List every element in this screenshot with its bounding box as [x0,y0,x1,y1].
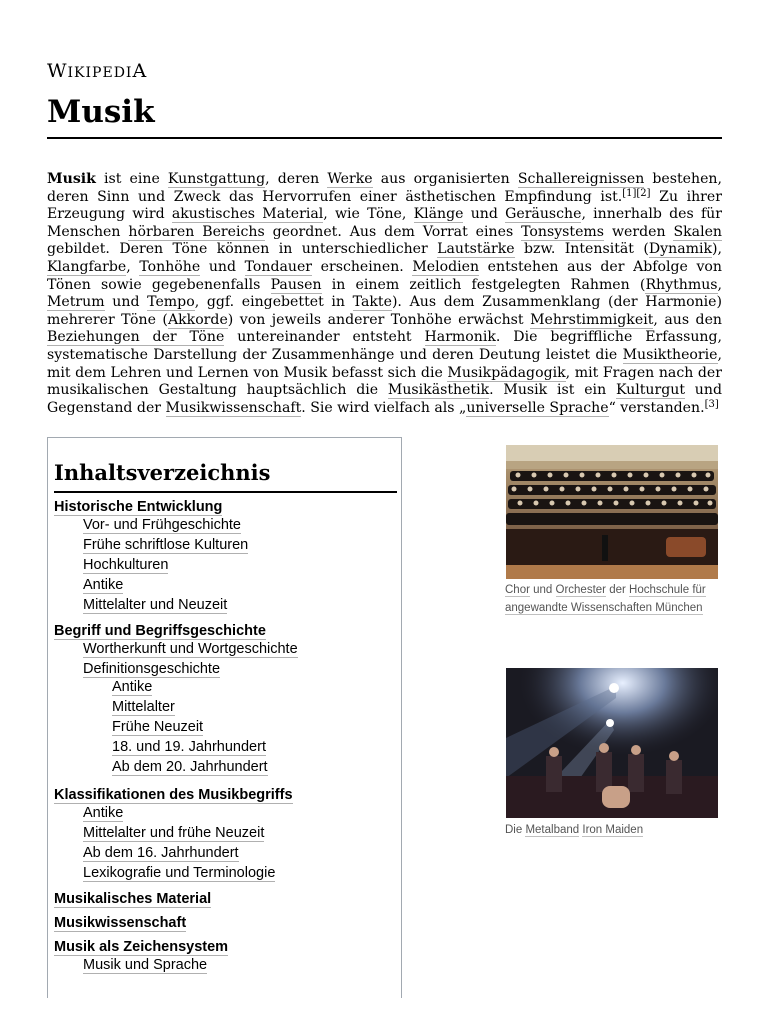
text-run: werden [604,223,674,240]
text-run: ). Aus dem Zusammenklang (der Harmonie) mehrerer Töne ( [47,294,722,328]
bold-term: Musik [47,171,96,187]
reference-marker[interactable]: [1] [622,187,637,199]
toc-item[interactable]: Ab dem 20. Jahrhundert [112,759,268,775]
wiki-link[interactable]: Skalen [673,223,722,240]
choir-caption [505,581,720,617]
text-run: und [104,294,148,311]
wiki-link[interactable]: Klänge [413,206,464,223]
text-run: , [717,276,722,293]
toc-item[interactable]: Klassifikationen des Musikbegriffs [54,787,293,803]
text-run: . Sie wird vielfach als „ [301,399,467,416]
toc-item[interactable]: Antike [112,679,153,695]
toc-divider [54,491,397,493]
wiki-link[interactable]: Rhythmus [645,276,718,293]
wordmark-middle: IKIPEDI [67,65,133,81]
reference-marker[interactable]: [2] [636,187,651,199]
wiki-link[interactable]: Klangfarbe [47,258,127,275]
reference-marker[interactable]: [3] [704,398,719,410]
text-run: und Gegenstand der [47,382,722,416]
wordmark-initial: W [47,60,68,82]
text-run: aus organisierten [372,171,518,187]
toc-item[interactable]: Musikwissenschaft [54,915,187,931]
wiki-link[interactable]: Iron Maiden [582,824,644,836]
text-run: in einem zeitlich festgelegten Rahmen ( [321,276,646,293]
text-run: geordnet. Aus dem Vorrat eines [264,223,522,240]
wiki-link[interactable]: Werke [327,171,373,187]
wiki-link[interactable]: Musikpädagogik [447,364,566,381]
text-run: , [126,258,140,275]
wiki-link[interactable]: hörbaren Bereichs [128,223,265,240]
toc-item[interactable]: Definitionsgeschichte [83,661,221,677]
toc-item[interactable]: Antike [83,805,124,821]
text-run: ), [712,241,722,258]
page-title: Musik [47,94,155,130]
text-run: , innerhalb des für Menschen [47,206,722,240]
toc-item[interactable]: Mittelalter und Neuzeit [83,597,228,613]
wiki-link[interactable]: Beziehungen der Töne [47,329,225,346]
text-run: , deren [265,171,328,187]
toc-item[interactable]: Wortherkunft und Wortgeschichte [83,641,298,657]
text-run: ) von jeweils anderer Tonhöhe erwächst [227,311,531,328]
wiki-link[interactable]: universelle Sprache [466,399,609,416]
wiki-link[interactable]: Hochschule für angewandte Wissenschaften München [505,584,706,614]
wiki-link[interactable]: Geräusche [505,206,582,223]
wiki-link[interactable]: Kunstgattung [167,171,266,187]
text-run: der [606,584,630,596]
text-run: gebildet. Deren Töne können in unterschiedlicher [47,241,438,258]
text-run: erscheinen. [312,258,413,275]
wiki-link[interactable]: Chor [505,584,530,596]
wikipedia-wordmark[interactable] [47,60,147,82]
toc-item[interactable]: Musikalisches Material [54,891,212,907]
toc-item[interactable]: Frühe Neuzeit [112,719,204,735]
wiki-link[interactable]: Schallereignissen [517,171,645,187]
choir-orchestra-photo[interactable] [506,445,718,579]
wiki-link[interactable]: Musikwissenschaft [165,399,302,416]
wiki-link[interactable]: Tonsystems [521,223,605,240]
toc-item[interactable]: Begriff und Begriffsgeschichte [54,623,266,639]
lead-paragraph [47,171,722,417]
wiki-link[interactable]: Takte [352,294,392,311]
wordmark-final: A [132,60,148,82]
text-run: bestehen, deren Sinn und Zweck das Hervorrufen einer ästhetischen Empfindung ist. [47,171,722,205]
wiki-link[interactable]: Tondauer [244,258,313,275]
wiki-link[interactable]: Lautstärke [437,241,515,258]
toc-item[interactable]: Hochkulturen [83,557,169,573]
iron-maiden-photo[interactable] [506,668,718,818]
wiki-link[interactable]: Tonhöhe [139,258,201,275]
wiki-link[interactable]: akustisches Material [171,206,324,223]
text-run: untereinander entsteht [224,329,425,346]
text-run: . Die begriffliche Erfassung, systematische Darstellung der Zusammenhänge und deren Deutung leistet die [47,329,722,363]
toc-item[interactable]: Mittelalter und frühe Neuzeit [83,825,265,841]
toc-item[interactable]: Historische Entwicklung [54,499,223,515]
wiki-link[interactable]: Harmonik [424,329,496,346]
toc-item[interactable]: Antike [83,577,124,593]
text-run: und [529,584,556,596]
text-run: , aus den [653,311,722,328]
text-run: bzw. Intensität ( [514,241,649,258]
wiki-link[interactable]: Orchester [555,584,607,596]
wiki-link[interactable]: Musiktheorie [622,346,718,363]
toc-item[interactable]: Musik und Sprache [83,957,208,973]
wiki-link[interactable]: Mehrstimmigkeit [530,311,654,328]
toc-item[interactable]: Mittelalter [112,699,175,715]
toc-item[interactable]: 18. und 19. Jahrhundert [112,739,266,755]
text-run: “ verstanden. [608,399,705,416]
text-run: und [200,258,245,275]
wiki-link[interactable]: Tempo [147,294,195,311]
wiki-link[interactable]: Dynamik [648,241,713,258]
wiki-link[interactable]: Kulturgut [615,382,685,399]
wiki-link[interactable]: Melodien [412,258,480,275]
wiki-link[interactable]: Akkorde [167,311,228,328]
toc-item[interactable]: Frühe schriftlose Kulturen [83,537,249,553]
toc-title: Inhaltsverzeichnis [54,460,271,485]
text-run: , mit dem Lehren und Lernen von Musik befasst sich die [47,346,722,381]
toc-item[interactable]: Musik als Zeichensystem [54,939,229,955]
wiki-link[interactable]: Musikästhetik [387,382,490,399]
iron-maiden-caption [505,821,720,839]
text-run: , ggf. eingebettet in [194,294,353,311]
text-run: ist eine [95,171,168,187]
text-run: und [463,206,506,223]
title-divider [47,137,722,139]
text-run: entstehen aus der Abfolge von Tönen sowie gegebenenfalls [47,258,722,293]
toc-item[interactable]: Lexikografie und Terminologie [83,865,276,881]
wiki-link[interactable]: Pausen [270,276,322,293]
toc-item[interactable]: Ab dem 16. Jahrhundert [83,845,239,861]
wiki-link[interactable]: Metalband [525,824,580,836]
text-run: , mit Fragen nach der musikalischen Gestaltung hauptsächlich die [47,364,723,399]
text-run: Zu ihrer Erzeugung wird [47,188,722,223]
wiki-link[interactable]: Metrum [47,294,105,311]
table-of-contents [47,437,402,998]
text-run: . Musik ist ein [489,382,616,399]
text-run: , wie Töne, [323,206,414,223]
toc-item[interactable]: Vor- und Frühgeschichte [83,517,241,533]
text-run: Die [505,824,526,836]
